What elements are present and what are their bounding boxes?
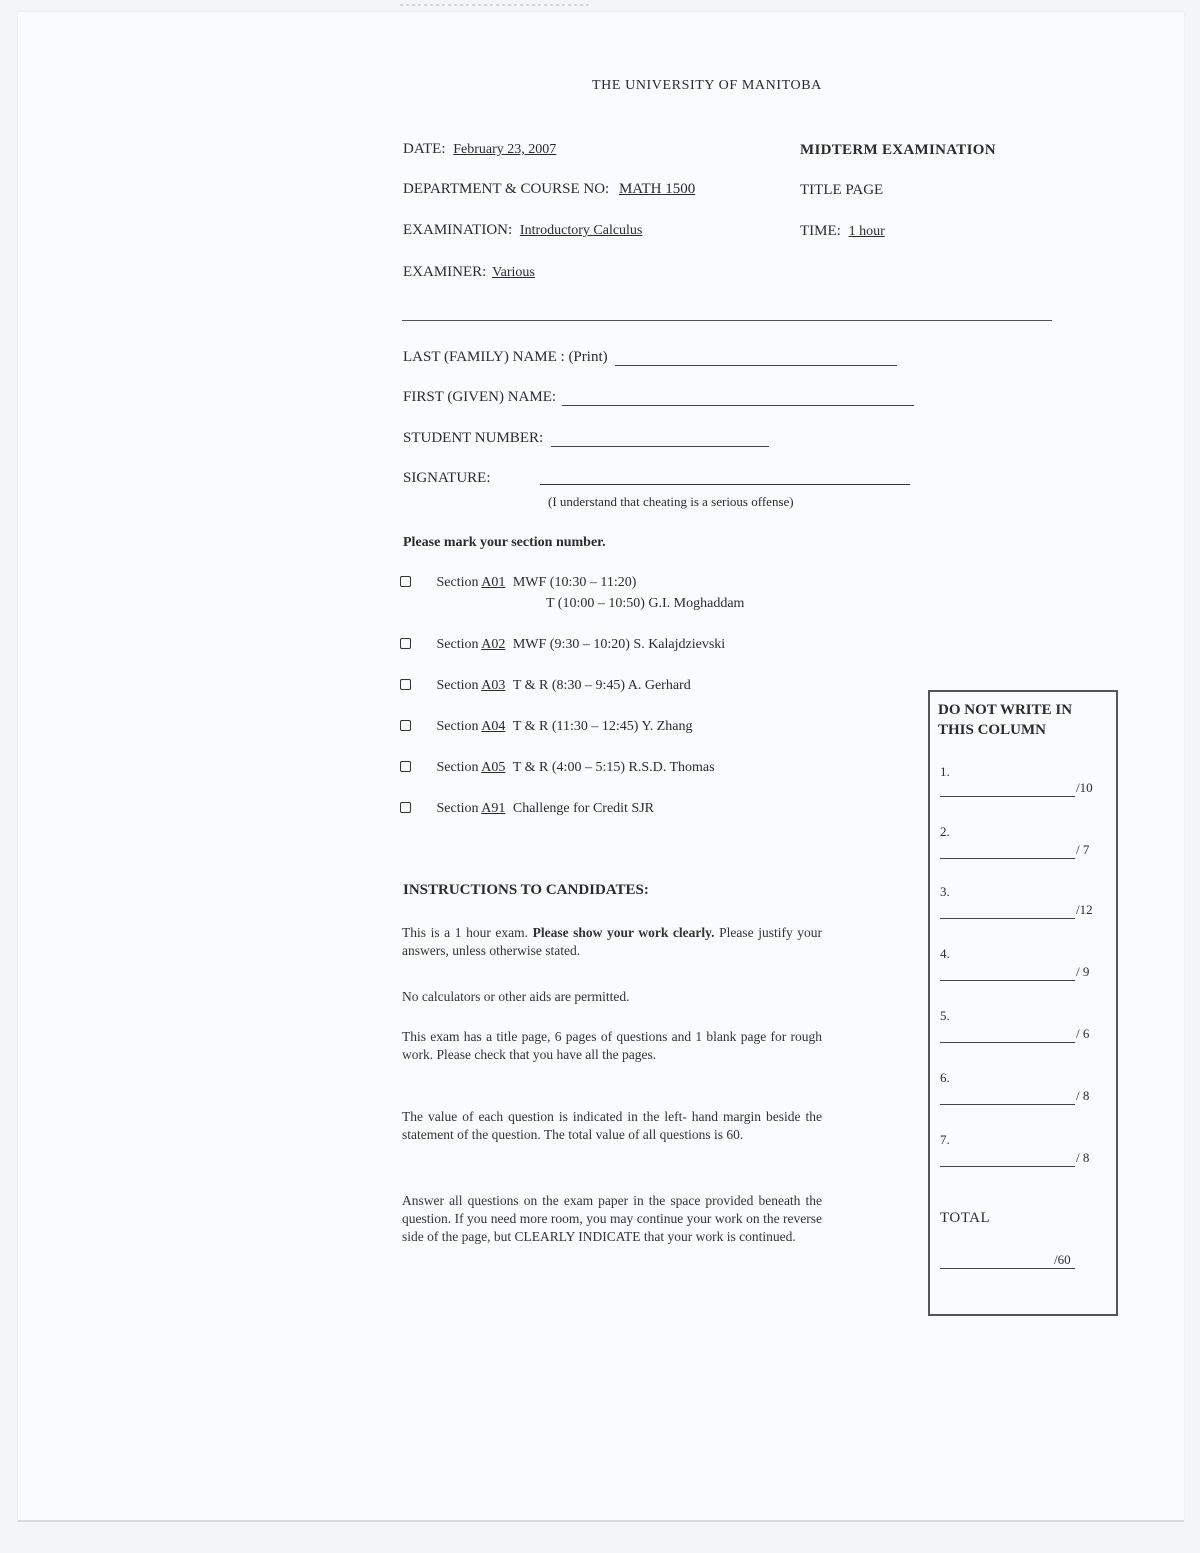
student-number-row xyxy=(403,430,769,447)
instructions-paragraph-4: The value of each question is indicated in the left- hand margin beside the statement of the question. The total value of all questions is 60. xyxy=(402,1109,822,1142)
question-3-number: 3. xyxy=(940,884,950,899)
first-name-row xyxy=(403,389,914,406)
examiner-row xyxy=(403,264,535,281)
section-item-a05[interactable] xyxy=(400,760,715,776)
question-1-number: 1. xyxy=(940,764,950,779)
total-label: TOTAL xyxy=(940,1210,991,1226)
dept-row xyxy=(403,181,695,198)
last-name-label: LAST (FAMILY) NAME : (Print) xyxy=(403,349,608,365)
section-item-a04[interactable] xyxy=(400,719,693,735)
question-5-score-field[interactable] xyxy=(940,1042,1075,1043)
last-name-row xyxy=(403,349,897,366)
date-label: DATE: xyxy=(403,141,446,157)
section-code: A02 xyxy=(481,637,506,652)
question-3-score-field[interactable] xyxy=(940,918,1075,919)
date-value: February 23, 2007 xyxy=(453,142,557,157)
section-code: A91 xyxy=(481,801,506,816)
section-code: A05 xyxy=(481,760,506,775)
question-4-score-field[interactable] xyxy=(940,980,1075,981)
section-schedule: MWF (10:30 – 11:20) xyxy=(512,575,637,590)
instructions-emphasis: Please show your work clearly. xyxy=(532,925,715,940)
question-1-max: /10 xyxy=(1076,780,1093,795)
examiner-label: EXAMINER: xyxy=(403,264,487,280)
question-6-score-field[interactable] xyxy=(940,1104,1075,1105)
examination-row xyxy=(403,222,642,239)
checkbox-icon[interactable] xyxy=(400,720,411,731)
section-schedule: T & R (11:30 – 12:45) Y. Zhang xyxy=(512,719,693,734)
first-name-label: FIRST (GIVEN) NAME: xyxy=(403,389,557,405)
question-6-number: 6. xyxy=(940,1070,950,1085)
examination-value: Introductory Calculus xyxy=(519,223,643,238)
section-prefix: Section xyxy=(436,801,479,816)
section-prefix: Section xyxy=(436,760,479,775)
exam-type: MIDTERM EXAMINATION xyxy=(800,142,996,158)
score-column xyxy=(928,690,1118,1316)
total-max: /60 xyxy=(1054,1252,1071,1267)
section-heading: Please mark your section number. xyxy=(403,535,606,550)
student-number-label: STUDENT NUMBER: xyxy=(403,430,544,446)
section-code: A01 xyxy=(481,575,506,590)
section-code: A04 xyxy=(481,719,506,734)
instructions-paragraph-1 xyxy=(402,924,822,960)
section-prefix: Section xyxy=(436,575,479,590)
last-name-field[interactable] xyxy=(615,351,897,366)
page-label: TITLE PAGE xyxy=(800,182,884,198)
question-1-score-field[interactable] xyxy=(940,796,1075,797)
checkbox-icon[interactable] xyxy=(400,802,411,813)
section-schedule: MWF (9:30 – 10:20) S. Kalajdzievski xyxy=(512,637,726,652)
signature-field[interactable] xyxy=(540,484,910,485)
first-name-field[interactable] xyxy=(562,391,914,406)
examination-label: EXAMINATION: xyxy=(403,222,513,238)
question-2-number: 2. xyxy=(940,824,950,839)
question-5-max: / 6 xyxy=(1076,1026,1090,1041)
section-schedule: T & R (4:00 – 5:15) R.S.D. Thomas xyxy=(512,760,715,775)
question-4-max: / 9 xyxy=(1076,964,1090,979)
question-7-score-field[interactable] xyxy=(940,1166,1075,1167)
dept-label: DEPARTMENT & COURSE NO: xyxy=(403,181,610,197)
signature-label: SIGNATURE: xyxy=(403,470,491,486)
question-3-max: /12 xyxy=(1076,902,1093,917)
instructions-paragraph-2: No calculators or other aids are permitted. xyxy=(402,989,630,1004)
section-prefix: Section xyxy=(436,719,479,734)
instructions-text: Please justify your answers, unless otherwise stated. xyxy=(402,925,823,958)
university-name: THE UNIVERSITY OF MANITOBA xyxy=(592,78,822,93)
section-item-a01[interactable] xyxy=(400,575,636,591)
checkbox-icon[interactable] xyxy=(400,761,411,772)
instructions-text: This is a 1 hour exam. xyxy=(402,925,528,940)
time-row xyxy=(800,223,885,240)
time-value: 1 hour xyxy=(848,224,885,239)
checkbox-icon[interactable] xyxy=(400,679,411,690)
scan-artifact-bottom xyxy=(18,1520,1184,1522)
student-number-field[interactable] xyxy=(551,432,769,447)
signature-note: (I understand that cheating is a serious offense) xyxy=(548,494,794,509)
question-4-number: 4. xyxy=(940,946,950,961)
section-code: A03 xyxy=(481,678,506,693)
date-row xyxy=(403,141,556,158)
instructions-heading: INSTRUCTIONS TO CANDIDATES: xyxy=(403,882,649,898)
question-7-number: 7. xyxy=(940,1132,950,1147)
time-label: TIME: xyxy=(800,223,841,239)
instructions-paragraph-3: This exam has a title page, 6 pages of questions and 1 blank page for rough work. Please check that you have all the pages. xyxy=(402,1029,822,1062)
question-6-max: / 8 xyxy=(1076,1088,1090,1103)
total-score-field[interactable] xyxy=(940,1268,1075,1269)
question-5-number: 5. xyxy=(940,1008,950,1023)
question-2-score-field[interactable] xyxy=(940,858,1075,859)
checkbox-icon[interactable] xyxy=(400,576,411,587)
examiner-value: Various xyxy=(492,265,535,280)
section-item-a02[interactable] xyxy=(400,637,725,653)
section-schedule: Challenge for Credit SJR xyxy=(512,801,655,816)
divider xyxy=(402,320,1052,321)
score-column-title: DO NOT WRITE IN THIS COLUMN xyxy=(938,702,1073,738)
section-item-a03[interactable] xyxy=(400,678,691,694)
question-7-max: / 8 xyxy=(1076,1150,1090,1165)
section-prefix: Section xyxy=(436,678,479,693)
scan-artifact-top xyxy=(400,4,590,6)
question-2-max: / 7 xyxy=(1076,842,1090,857)
section-schedule: T & R (8:30 – 9:45) A. Gerhard xyxy=(512,678,691,693)
section-item-a91[interactable] xyxy=(400,801,654,817)
section-prefix: Section xyxy=(436,637,479,652)
section-item-a01-line2: T (10:00 – 10:50) G.I. Moghaddam xyxy=(546,596,745,611)
instructions-paragraph-5: Answer all questions on the exam paper in the space provided beneath the question. If you need more room, you may continue your work on the reverse side of the page, but CLEARLY INDICATE that your work is continued. xyxy=(402,1193,822,1244)
checkbox-icon[interactable] xyxy=(400,638,411,649)
dept-value: MATH 1500 xyxy=(618,181,696,197)
